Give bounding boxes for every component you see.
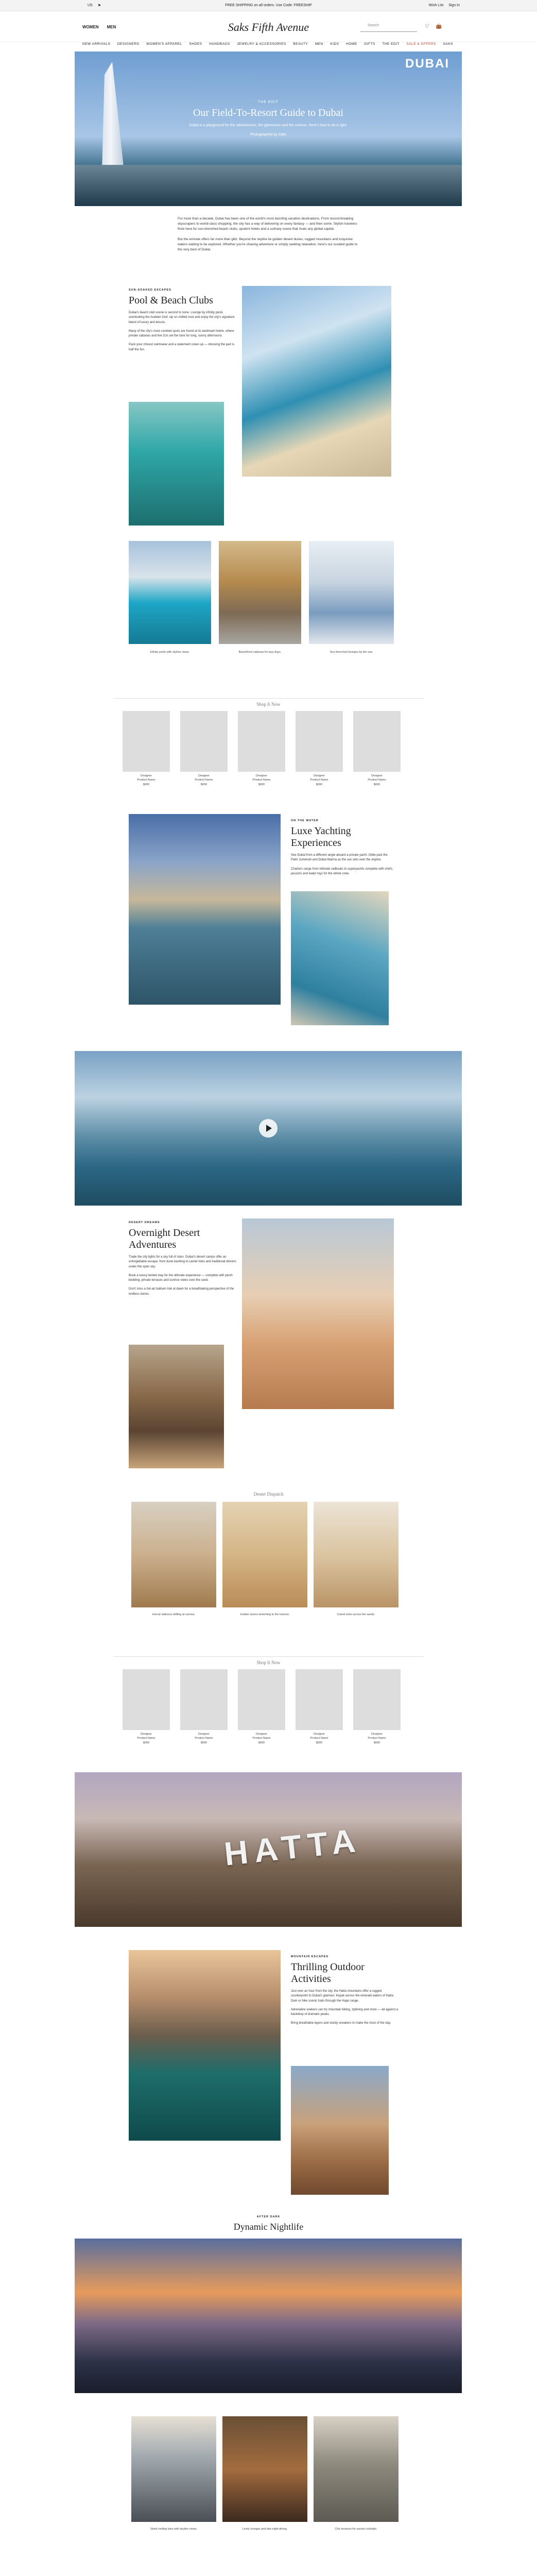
product-name: Product Name bbox=[252, 1737, 271, 1740]
lounge-image bbox=[309, 541, 394, 644]
skyline-image bbox=[75, 165, 462, 206]
product-image[interactable] bbox=[123, 1669, 170, 1730]
section-title: Overnight Desert Adventures bbox=[129, 1227, 200, 1250]
product-name: Product Name bbox=[137, 1737, 155, 1740]
product-name: Product Name bbox=[195, 778, 213, 782]
pool-palms-image bbox=[129, 402, 224, 526]
product-name: Product Name bbox=[368, 778, 386, 782]
section-eyebrow: AFTER DARK bbox=[256, 2215, 281, 2218]
hero-label: DUBAI bbox=[405, 57, 449, 71]
marina-image bbox=[129, 814, 281, 1005]
product-image[interactable] bbox=[353, 711, 401, 772]
product-name: Product Name bbox=[252, 778, 271, 782]
product-brand: Designer bbox=[198, 774, 210, 777]
image-caption: Lively lounges and late-night dining. bbox=[242, 2528, 288, 2531]
camels-image bbox=[314, 1502, 399, 1607]
nightlife-header bbox=[0, 2215, 537, 2236]
balloons-image bbox=[131, 1502, 216, 1607]
product-image[interactable] bbox=[180, 1669, 228, 1730]
infinity-pool-image bbox=[129, 541, 211, 644]
section-paragraph: Charters range from intimate sailboats to superyachts complete with chefs, jacuzzis and water toys for the whole crew. bbox=[291, 867, 393, 875]
section-paragraph: Just over an hour from the city, the Hatta mountains offer a rugged counterpoint to Dubai's glamour. Kayak across the emerald waters of Hatta Dam or hike scenic trails through the Hajar range. bbox=[291, 1990, 393, 2003]
pools-section bbox=[129, 289, 237, 357]
nav-item[interactable]: JEWELRY & ACCESSORIES bbox=[237, 42, 286, 46]
section-paragraph: Bring breathable layers and sturdy sneakers to make the most of the day. bbox=[291, 2022, 391, 2025]
nav-item[interactable]: GIFTS bbox=[364, 42, 375, 46]
product-name: Product Name bbox=[368, 1737, 386, 1740]
nav-item[interactable]: NEW ARRIVALS bbox=[82, 42, 111, 46]
product-price: $000 bbox=[373, 1741, 380, 1744]
product-name: Product Name bbox=[195, 1737, 213, 1740]
product-name: Product Name bbox=[310, 778, 328, 782]
bag-icon[interactable]: 👜 bbox=[435, 24, 442, 29]
nav-item-sale[interactable]: SALE & OFFERS bbox=[406, 42, 436, 46]
image-caption: Golden dunes stretching to the horizon. bbox=[240, 1613, 290, 1616]
product-card[interactable] bbox=[123, 711, 170, 787]
section-paragraph: Dubai's beach club scene is second to none. Lounge by infinity pools overlooking the Arabian Gulf, sip on chilled rosé and enjoy the city's signature blend of luxury and leisure. bbox=[129, 311, 235, 324]
product-image[interactable] bbox=[180, 711, 228, 772]
promo-banner[interactable]: FREE SHIPPING on all orders. Use Code: FREESHIP bbox=[225, 4, 312, 7]
desert-shop-label: Desert Dispatch bbox=[253, 1492, 284, 1497]
image-caption: Sun-drenched lounges by the sea. bbox=[330, 651, 373, 654]
shop-label: Shop It Now bbox=[256, 1660, 281, 1665]
product-image[interactable] bbox=[123, 711, 170, 772]
section-eyebrow: ON THE WATER bbox=[291, 819, 319, 822]
section-eyebrow: MOUNTAIN ESCAPES bbox=[291, 1955, 329, 1958]
wish-list-link[interactable]: Wish List bbox=[428, 4, 444, 7]
section-paragraph: Don't miss a hot-air balloon ride at dawn for a breathtaking perspective of the endless dunes. bbox=[129, 1287, 234, 1296]
product-name: Product Name bbox=[137, 778, 155, 782]
section-paragraph: Trade the city lights for a sky full of stars. Dubai's desert camps offer an unforgettable escape, from dune bashing to camel rides and traditional dinners under the open sky. bbox=[129, 1256, 236, 1268]
desert-section bbox=[129, 1221, 237, 1301]
section-eyebrow: DESERT DREAMS bbox=[129, 1221, 160, 1224]
yachts-aerial-image bbox=[291, 891, 389, 1025]
image-caption: Beachfront cabanas for lazy days. bbox=[238, 651, 282, 654]
beach-aerial-image bbox=[242, 286, 391, 477]
section-paragraph: Adrenaline seekers can try mountain biking, ziplining and more — all against a backdrop of dramatic peaks. bbox=[291, 2008, 399, 2016]
section-paragraph: See Dubai from a different angle aboard a private yacht. Glide past the Palm Jumeirah and Dubai Marina as the sun sets over the skyline. bbox=[291, 854, 388, 862]
product-price: $000 bbox=[373, 783, 380, 786]
product-card[interactable] bbox=[296, 1669, 343, 1745]
lounge-interior-image bbox=[222, 2416, 307, 2522]
product-price: $000 bbox=[143, 1741, 150, 1744]
section-paragraph: Pack your chicest swimwear and a statement cover-up — dressing the part is half the fun. bbox=[129, 343, 235, 351]
product-image[interactable] bbox=[238, 1669, 285, 1730]
product-price: $000 bbox=[143, 783, 150, 786]
hatta-sign: HATTA bbox=[222, 1821, 363, 1873]
header bbox=[0, 11, 537, 42]
product-price: $000 bbox=[200, 1741, 207, 1744]
image-caption: Infinity pools with skyline views. bbox=[150, 651, 190, 654]
section-title: Dynamic Nightlife bbox=[233, 2222, 304, 2232]
divider bbox=[113, 698, 424, 699]
product-name: Product Name bbox=[310, 1737, 328, 1740]
section-paragraph: Many of the city's most coveted spots are found at its landmark hotels, where private cabanas and live DJs set the tone for long, sunny afternoons. bbox=[129, 329, 234, 338]
cabana-image bbox=[219, 541, 301, 644]
product-brand: Designer bbox=[313, 1733, 325, 1736]
product-brand: Designer bbox=[255, 774, 267, 777]
intro-text bbox=[178, 216, 359, 258]
product-brand: Designer bbox=[255, 1733, 267, 1736]
top-bar bbox=[0, 0, 537, 11]
yacht-section bbox=[291, 819, 394, 880]
section-title: Pool & Beach Clubs bbox=[129, 295, 213, 306]
rooftop-bar-image bbox=[131, 2416, 216, 2522]
product-card[interactable] bbox=[238, 711, 285, 787]
product-brand: Designer bbox=[140, 1733, 152, 1736]
image-caption: Chic terraces for sunset cocktails. bbox=[335, 2528, 377, 2531]
product-price: $000 bbox=[200, 783, 207, 786]
nav-item[interactable]: SHOES bbox=[189, 42, 202, 46]
product-price: $000 bbox=[316, 783, 323, 786]
nav-item[interactable]: KIDS bbox=[330, 42, 339, 46]
section-title: Luxe Yachting Experiences bbox=[291, 825, 351, 849]
nav-item[interactable]: MEN bbox=[315, 42, 323, 46]
product-card[interactable] bbox=[180, 711, 228, 787]
product-image[interactable] bbox=[238, 711, 285, 772]
nav-item[interactable]: THE EDIT bbox=[382, 42, 400, 46]
product-brand: Designer bbox=[198, 1733, 210, 1736]
hero-title: Our Field-To-Resort Guide to Dubai bbox=[193, 107, 343, 118]
section-eyebrow: SUN-SOAKED ESCAPES bbox=[129, 289, 171, 292]
desert-lodge-image bbox=[129, 1345, 224, 1468]
product-brand: Designer bbox=[371, 774, 383, 777]
product-card[interactable] bbox=[353, 1669, 401, 1745]
product-price: $000 bbox=[258, 783, 265, 786]
product-image[interactable] bbox=[296, 1669, 343, 1730]
desert-camp-image bbox=[242, 1218, 394, 1409]
hero-byline: Photographed by Saks bbox=[250, 132, 287, 137]
video-player[interactable] bbox=[75, 1051, 462, 1206]
section-paragraph: Book a luxury tented stay for the ultimate experience — complete with plush bedding, private terraces and sunrise views over the sand. bbox=[129, 1274, 233, 1282]
product-image[interactable] bbox=[353, 1669, 401, 1730]
nav-item[interactable]: HANDBAGS bbox=[209, 42, 230, 46]
intro-paragraph: But the emirate offers far more than glitz. Beyond the skyline lie golden desert dunes, rugged mountains and turquoise waters waiting to be explored. Whether you're chasing adventure or simply seeking relaxation, here's our curated guide to the very best of Dubai. bbox=[178, 238, 358, 252]
divider bbox=[113, 1656, 424, 1657]
nav-item[interactable]: HOME bbox=[346, 42, 357, 46]
product-price: $000 bbox=[258, 1741, 265, 1744]
site-logo[interactable]: Saks Fifth Avenue bbox=[228, 21, 309, 33]
image-caption: Camel treks across the sands. bbox=[337, 1613, 375, 1616]
product-brand: Designer bbox=[313, 774, 325, 777]
terrace-image bbox=[314, 2416, 399, 2522]
nav-item[interactable]: WOMEN'S APPAREL bbox=[146, 42, 182, 46]
hero-eyebrow: THE EDIT bbox=[258, 100, 279, 104]
shop-label: Shop It Now bbox=[256, 702, 281, 707]
product-card[interactable] bbox=[296, 711, 343, 787]
product-price: $000 bbox=[316, 1741, 323, 1744]
intro-paragraph: For more than a decade, Dubai has been one of the world's most dazzling vacation destinations. From record-breaking skyscrapers to world-class shopping, the city has a way of delivering on every fantasy — and then some. Stylish travelers flock here for sun-drenched beach clubs, opulent hotels and a culinary scene that rivals any global capital. bbox=[178, 217, 357, 231]
product-card[interactable] bbox=[180, 1669, 228, 1745]
nav-item[interactable]: SAKS bbox=[443, 42, 453, 46]
product-card[interactable] bbox=[238, 1669, 285, 1745]
nav-item[interactable]: DESIGNERS bbox=[117, 42, 140, 46]
hatta-section bbox=[291, 1955, 399, 2030]
tab-women[interactable]: WOMEN bbox=[82, 25, 99, 29]
hero-subtitle: Dubai is a playground for the adventurous, the glamorous and the curious. Here's how to do it right. bbox=[189, 124, 348, 127]
hero-banner bbox=[75, 52, 462, 206]
product-image[interactable] bbox=[296, 711, 343, 772]
search-input[interactable]: Search bbox=[360, 24, 417, 32]
hatta-banner-image bbox=[75, 1772, 462, 1927]
image-caption: Sleek rooftop bars with skyline views. bbox=[150, 2528, 198, 2531]
product-brand: Designer bbox=[371, 1733, 383, 1736]
flag-icon: ⚑ bbox=[97, 4, 101, 8]
product-card[interactable] bbox=[353, 711, 401, 787]
dunes-image bbox=[222, 1502, 307, 1607]
product-card[interactable] bbox=[123, 1669, 170, 1745]
mountain-hiker-image bbox=[291, 2066, 389, 2195]
hatta-dam-image bbox=[129, 1950, 281, 2141]
section-title: Thrilling Outdoor Activities bbox=[291, 1961, 365, 1985]
nav-item[interactable]: BEAUTY bbox=[293, 42, 308, 46]
sign-in-link[interactable]: Sign In bbox=[448, 4, 460, 7]
tab-men[interactable]: MEN bbox=[107, 25, 116, 29]
play-icon[interactable] bbox=[259, 1119, 278, 1138]
dubai-skyline-night-image bbox=[75, 2239, 462, 2393]
image-caption: Hot-air balloons drifting at sunrise. bbox=[152, 1613, 196, 1616]
product-brand: Designer bbox=[140, 774, 152, 777]
main-nav bbox=[82, 42, 453, 49]
region-selector[interactable]: US bbox=[88, 4, 93, 7]
heart-icon[interactable]: ♡ bbox=[425, 24, 429, 29]
